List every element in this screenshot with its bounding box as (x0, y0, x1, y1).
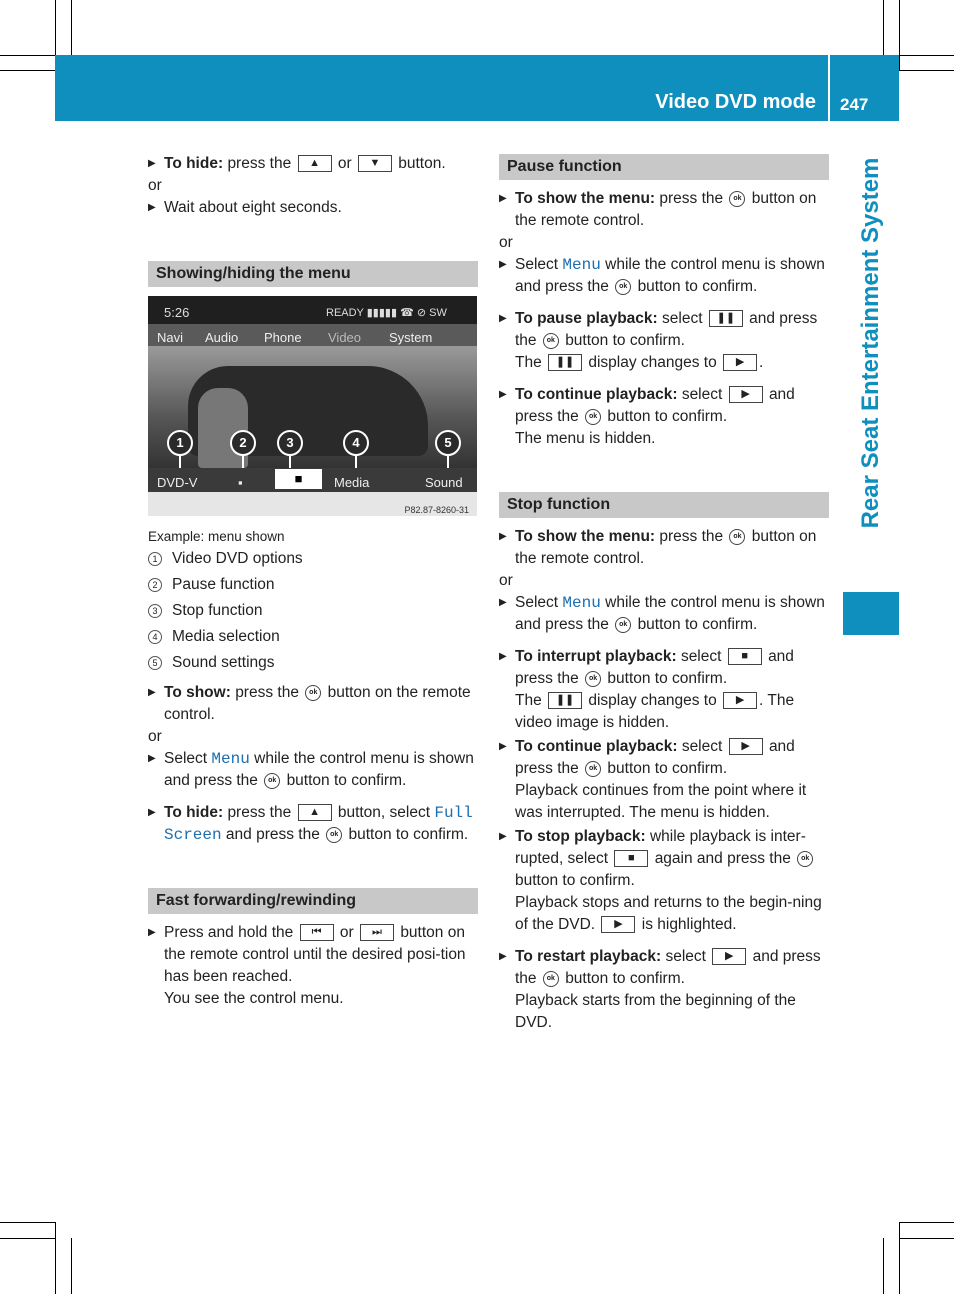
menu-softkey-text: Menu (211, 750, 250, 768)
ok-button-icon: ok (797, 851, 813, 867)
step-hide-full-screen: ▶ To hide: press the ▲ button, select Full Screen and press the ok button to confirm. (148, 802, 478, 846)
step-interrupt-playback: ▶ To interrupt playback: select ■ and press the ok button to confirm. (499, 646, 829, 690)
legend-item: 3 Stop function (148, 598, 478, 624)
skip-back-button-icon: ⏮ (300, 924, 334, 941)
section-heading-fast-forward: Fast forwarding/rewinding (148, 888, 478, 914)
crop-mark (0, 70, 55, 71)
crop-mark (899, 1222, 954, 1223)
or-text: or (499, 234, 513, 251)
screen-status-bar: 5:26 READY ▮▮▮▮▮ ☎ ⊘ SW (148, 296, 477, 324)
callout-2: 2 (230, 430, 256, 456)
ok-button-icon: ok (305, 685, 321, 701)
menu-softkey-text: Menu (562, 594, 601, 612)
callout-number-icon: 1 (148, 552, 162, 566)
or-text: or (148, 177, 162, 194)
image-caption: Example: menu shown (148, 529, 285, 544)
crop-mark (0, 1222, 55, 1223)
ok-button-icon: ok (585, 761, 601, 777)
step-note: You see the control menu. (164, 990, 344, 1007)
play-button-icon: ▶ (601, 916, 635, 933)
skip-forward-button-icon: ⏭ (360, 924, 394, 941)
pause-button-icon: ❚❚ (548, 354, 582, 371)
callout-number-icon: 3 (148, 604, 162, 618)
play-button-icon: ▶ (712, 948, 746, 965)
step-note: The ❚❚ display changes to ▶ . (515, 354, 764, 371)
crop-mark (0, 55, 55, 56)
stop-button-icon: ■ (614, 850, 648, 867)
callout-1: 1 (167, 430, 193, 456)
crop-mark (0, 1238, 55, 1239)
crop-mark (883, 0, 884, 55)
step-fast-forward: ▶ Press and hold the ⏮ or ⏭ button on the remote control until the desired posi-tion has been reached. (148, 922, 478, 988)
screen-menu-bar: Navi Audio Phone Video System (148, 324, 477, 346)
step-pause-playback: ▶ To pause playback: select ❚❚ and press the ok button to confirm. (499, 308, 829, 352)
step-restart-playback: ▶ To restart playback: select ▶ and press the ok button to confirm. (499, 946, 829, 990)
full-screen-softkey-text: Full Screen (164, 804, 473, 844)
side-tab-marker (843, 592, 899, 635)
callout-number-icon: 5 (148, 656, 162, 670)
play-button-icon: ▶ (723, 692, 757, 709)
ok-button-icon: ok (615, 279, 631, 295)
step-note: Playback starts from the beginning of the DVD. (515, 992, 796, 1031)
step-stop-playback: ▶ To stop playback: while playback is inter-rupted, select ■ again and press the ok button to confirm. (499, 826, 829, 892)
play-button-icon: ▶ (729, 738, 763, 755)
step-note: Playback stops and returns to the begin-ning of the DVD. ▶ is highlighted. (515, 894, 822, 933)
menu-softkey-text: Menu (562, 256, 601, 274)
legend-item: 1 Video DVD options (148, 546, 478, 572)
step-select-menu: ▶ Select Menu while the control menu is shown and press the ok button to confirm. (148, 748, 478, 792)
callout-number-icon: 4 (148, 630, 162, 644)
crop-mark (899, 0, 900, 70)
crop-mark (899, 1238, 954, 1239)
ok-button-icon: ok (585, 671, 601, 687)
legend-item: 5 Sound settings (148, 650, 478, 676)
menu-screenshot (148, 296, 477, 516)
side-tab-label: Rear Seat Entertainment System (857, 157, 884, 529)
screen-bottom-bar: DVD-V ▪ ■ Media Sound (148, 468, 477, 492)
page-header (55, 55, 899, 121)
ok-button-icon: ok (543, 971, 559, 987)
step-show-menu: ▶ To show the menu: press the ok button on the remote control. (499, 188, 829, 232)
page-number: 247 (840, 95, 869, 114)
right-column (499, 154, 829, 1034)
legend-list (148, 546, 478, 676)
step-show: ▶ To show: press the ok button on the remote control. (148, 682, 478, 726)
header-divider (828, 55, 830, 121)
pause-button-icon: ❚❚ (548, 692, 582, 709)
step-show-menu: ▶ To show the menu: press the ok button on the remote control. (499, 526, 829, 570)
step-continue-playback: ▶ To continue playback: select ▶ and press the ok button to confirm. (499, 736, 829, 780)
up-button-icon: ▲ (298, 804, 332, 821)
legend-item: 4 Media selection (148, 624, 478, 650)
ok-button-icon: ok (543, 333, 559, 349)
callout-5: 5 (435, 430, 461, 456)
step-select-menu: ▶ Select Menu while the control menu is shown and press the ok button to confirm. (499, 254, 829, 298)
step-note: The menu is hidden. (515, 430, 656, 447)
crop-mark (899, 70, 954, 71)
step-hide: ▶ To hide: press the ▲ or ▼ button. (148, 153, 478, 175)
down-button-icon: ▼ (358, 155, 392, 172)
crop-mark (899, 55, 954, 56)
ok-button-icon: ok (326, 827, 342, 843)
play-button-icon: ▶ (729, 386, 763, 403)
car-grill-image (198, 388, 248, 468)
image-code-strip: P82.87-8260-31 (148, 492, 477, 516)
step-select-menu: ▶ Select Menu while the control menu is shown and press the ok button to confirm. (499, 592, 829, 636)
pause-button-icon: ❚❚ (709, 310, 743, 327)
crop-mark (71, 1238, 72, 1294)
side-tab (843, 121, 899, 591)
crop-mark (883, 1238, 884, 1294)
callout-4: 4 (343, 430, 369, 456)
section-heading-stop: Stop function (499, 492, 829, 518)
page-title: Video DVD mode (655, 91, 816, 113)
ok-button-icon: ok (585, 409, 601, 425)
crop-mark (71, 0, 72, 55)
legend-item: 2 Pause function (148, 572, 478, 598)
or-text: or (499, 572, 513, 589)
ok-button-icon: ok (264, 773, 280, 789)
left-column (148, 153, 478, 1010)
callout-number-icon: 2 (148, 578, 162, 592)
section-heading-showing: Showing/hiding the menu (148, 261, 478, 287)
stop-button-icon: ■ (728, 648, 762, 665)
ok-button-icon: ok (615, 617, 631, 633)
or-text: or (148, 728, 162, 745)
section-heading-pause: Pause function (499, 154, 829, 180)
callout-3: 3 (277, 430, 303, 456)
ok-button-icon: ok (729, 191, 745, 207)
step-continue-playback: ▶ To continue playback: select ▶ and press the ok button to confirm. (499, 384, 829, 428)
crop-mark (899, 1222, 900, 1294)
step-wait: ▶ Wait about eight seconds. (148, 197, 478, 219)
step-note: The ❚❚ display changes to ▶ . The video image is hidden. (515, 692, 795, 731)
play-button-icon: ▶ (723, 354, 757, 371)
up-button-icon: ▲ (298, 155, 332, 172)
step-note: Playback continues from the point where it was interrupted. The menu is hidden. (515, 782, 807, 821)
ok-button-icon: ok (729, 529, 745, 545)
crop-mark (55, 1222, 56, 1294)
